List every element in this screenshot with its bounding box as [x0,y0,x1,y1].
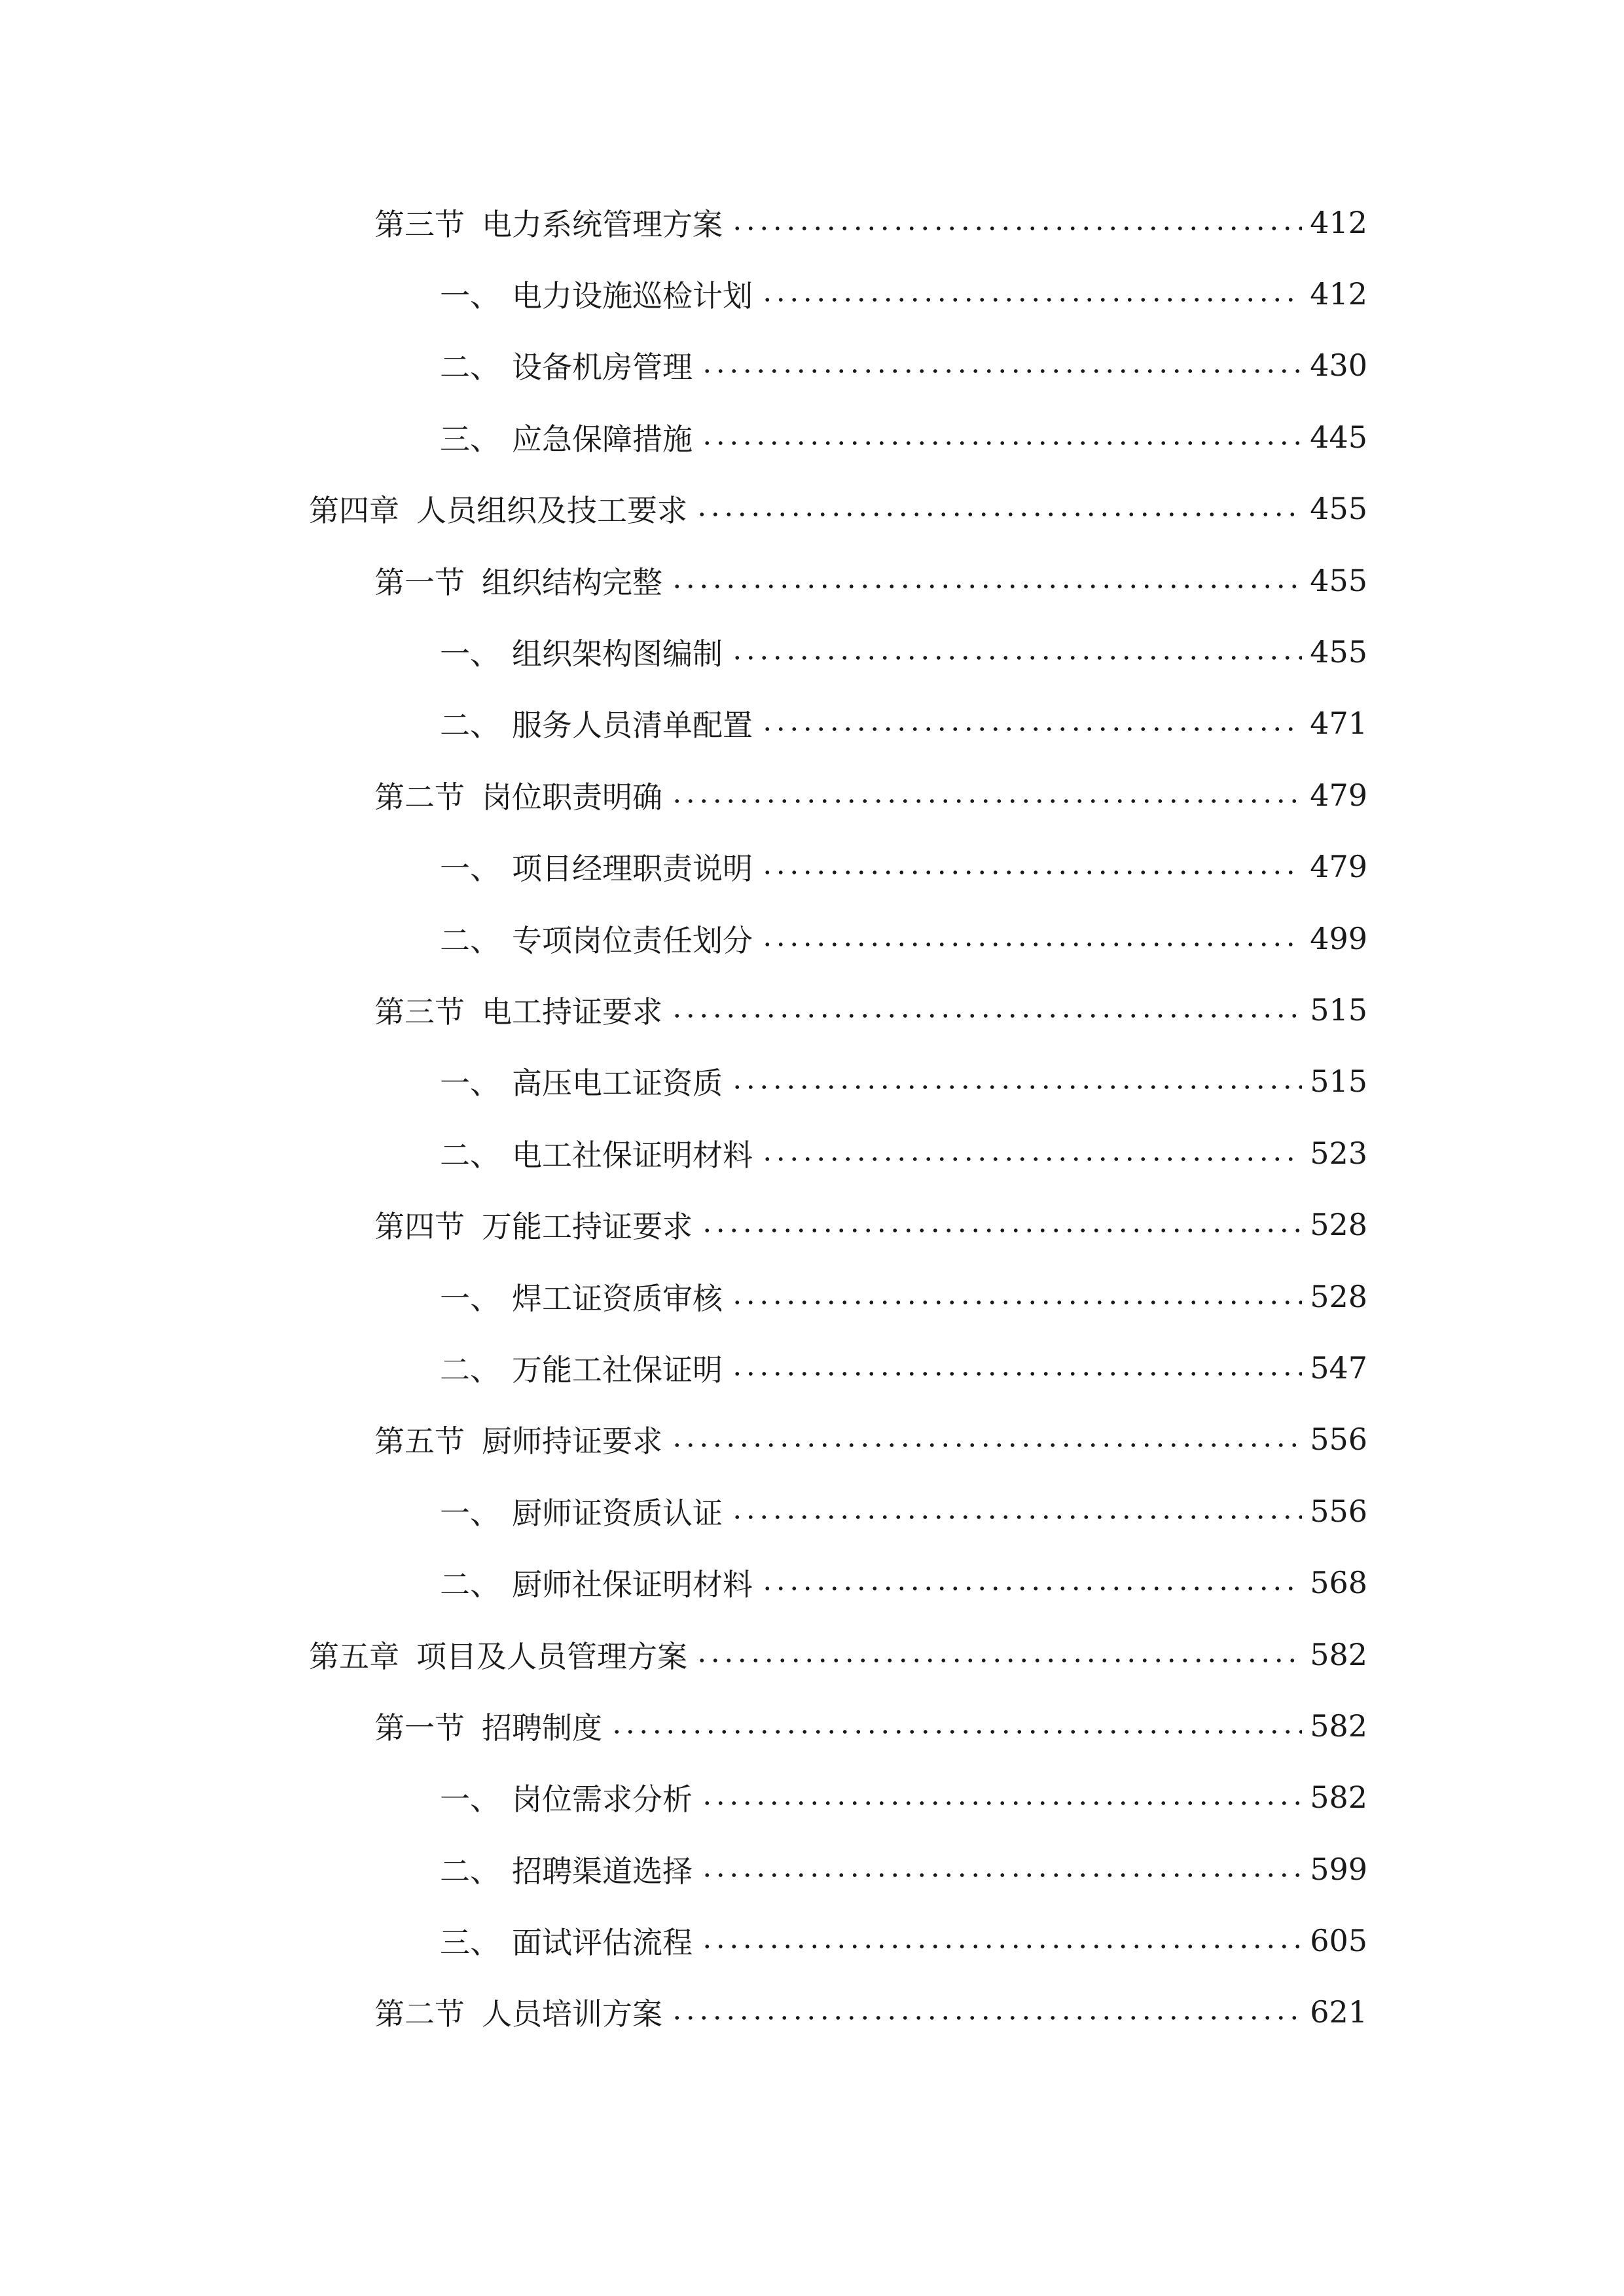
toc-page-number: 582 [1310,1780,1367,1816]
toc-entry-number: 第五节 [374,1424,465,1460]
dot-leader [700,1945,1302,1948]
toc-section-entry[interactable] [0,1404,1624,1475]
toc-page-number: 582 [1310,1708,1367,1744]
toc-entry-number: 一、 [440,1782,500,1818]
toc-entry-label [374,1203,693,1246]
toc-entry-number: 三、 [440,421,500,457]
toc-page-number: 471 [1310,706,1367,742]
toc-subsection-entry[interactable] [0,1475,1624,1547]
toc-page-number: 621 [1310,1994,1367,2030]
dot-leader [695,512,1302,516]
toc-page-number: 455 [1310,491,1367,527]
dot-leader [700,441,1302,445]
toc-subsection-entry[interactable] [0,1117,1624,1189]
toc-page-number: 605 [1310,1923,1367,1959]
toc-page-number: 455 [1310,634,1367,670]
toc-entry-label [440,1346,723,1390]
toc-entry-title: 万能工社保证明 [512,1352,723,1388]
toc-page-number: 412 [1310,204,1367,240]
toc-entry-number: 一、 [440,1066,500,1102]
toc-entry-title: 岗位职责明确 [482,779,662,815]
toc-section-entry[interactable] [0,545,1624,616]
toc-entry-label [440,1561,753,1604]
toc-page-number: 547 [1310,1350,1367,1386]
toc-entry-title: 设备机房管理 [512,350,693,386]
toc-entry-label [440,1776,693,1819]
toc-section-entry[interactable] [0,1189,1624,1260]
dot-leader [761,1587,1302,1590]
toc-entry-number: 一、 [440,636,500,672]
table-of-contents [0,187,1624,2048]
toc-entry-label [374,1704,602,1748]
toc-page-number: 515 [1310,992,1367,1028]
toc-entry-title: 面试评估流程 [512,1925,693,1961]
toc-entry-title: 招聘制度 [482,1710,602,1746]
toc-page-number: 599 [1310,1851,1367,1887]
toc-entry-number: 三、 [440,1925,500,1961]
toc-entry-title: 应急保障措施 [512,421,693,457]
toc-subsection-entry[interactable] [0,1833,1624,1905]
toc-page-number: 556 [1310,1422,1367,1458]
toc-entry-label [374,1990,662,2034]
toc-entry-title: 项目及人员管理方案 [416,1638,687,1674]
toc-subsection-entry[interactable] [0,1332,1624,1403]
dot-leader [610,1730,1302,1734]
toc-entry-title: 电工社保证明材料 [512,1137,753,1173]
toc-entry-label [440,272,753,315]
dot-leader [700,369,1302,373]
toc-entry-title: 项目经理职责说明 [512,851,753,887]
toc-entry-label [440,917,753,960]
toc-section-entry[interactable] [0,759,1624,831]
dot-leader [731,1085,1302,1089]
toc-entry-title: 招聘渠道选择 [512,1853,693,1889]
toc-subsection-entry[interactable] [0,258,1624,329]
toc-entry-title: 电工持证要求 [482,994,662,1030]
toc-entry-number: 第五章 [309,1638,399,1674]
toc-entry-number: 二、 [440,1567,500,1603]
dot-leader [731,1515,1302,1519]
toc-entry-label [374,774,662,817]
dot-leader [670,584,1302,588]
dot-leader [670,1014,1302,1018]
dot-leader [700,1801,1302,1805]
toc-page-number: 568 [1310,1565,1367,1601]
toc-entry-label [440,344,693,387]
toc-chapter-entry[interactable] [0,1619,1624,1690]
toc-entry-title: 电力设施巡检计划 [512,278,753,314]
toc-subsection-entry[interactable] [0,688,1624,759]
toc-entry-title: 万能工持证要求 [482,1209,693,1245]
toc-entry-label [374,559,662,602]
toc-page-number: 455 [1310,562,1367,598]
toc-entry-title: 焊工证资质审核 [512,1280,723,1316]
toc-page-number: 528 [1310,1207,1367,1243]
toc-entry-label [440,1132,753,1175]
toc-entry-title: 电力系统管理方案 [482,206,723,242]
toc-page-number: 412 [1310,276,1367,312]
toc-page-number: 445 [1310,419,1367,455]
toc-entry-number: 一、 [440,1495,500,1531]
toc-entry-label [440,630,723,673]
toc-subsection-entry[interactable] [0,903,1624,974]
toc-page-number: 515 [1310,1064,1367,1100]
toc-entry-title: 厨师社保证明材料 [512,1567,753,1603]
toc-entry-title: 人员培训方案 [482,1996,662,2032]
toc-page-number: 499 [1310,920,1367,956]
toc-entry-title: 专项岗位责任划分 [512,922,753,958]
dot-leader [761,298,1302,302]
toc-page-number: 556 [1310,1493,1367,1529]
dot-leader [670,2016,1302,2020]
toc-entry-number: 二、 [440,350,500,386]
toc-entry-title: 组织架构图编制 [512,636,723,672]
dot-leader [731,1300,1302,1304]
toc-entry-title: 厨师持证要求 [482,1424,662,1460]
toc-subsection-entry[interactable] [0,330,1624,401]
dot-leader [695,1659,1302,1662]
toc-entry-label [374,201,723,244]
toc-subsection-entry[interactable] [0,616,1624,687]
toc-page-number: 528 [1310,1278,1367,1314]
toc-entry-number: 第一节 [374,564,465,600]
toc-entry-number: 二、 [440,1853,500,1889]
toc-chapter-entry[interactable] [0,473,1624,545]
toc-entry-label [440,1848,693,1891]
toc-entry-title: 组织结构完整 [482,564,662,600]
toc-entry-label [440,845,753,888]
toc-section-entry[interactable] [0,187,1624,258]
toc-entry-number: 二、 [440,1137,500,1173]
toc-entry-label [374,988,662,1031]
toc-section-entry[interactable] [0,974,1624,1045]
toc-subsection-entry[interactable] [0,1905,1624,1976]
toc-entry-number: 二、 [440,708,500,744]
toc-entry-number: 第二节 [374,1996,465,2032]
toc-entry-label [440,1490,723,1533]
toc-entry-label [440,1275,723,1318]
toc-page-number: 582 [1310,1636,1367,1672]
toc-entry-title: 高压电工证资质 [512,1066,723,1102]
toc-entry-title: 人员组织及技工要求 [416,493,687,529]
dot-leader [700,1229,1302,1232]
dot-leader [761,1157,1302,1161]
toc-entry-number: 二、 [440,922,500,958]
toc-entry-label [440,416,693,459]
toc-subsection-entry[interactable] [0,1547,1624,1618]
toc-entry-title: 服务人员清单配置 [512,708,753,744]
toc-entry-number: 一、 [440,851,500,887]
toc-entry-number: 第三节 [374,206,465,242]
toc-entry-label [309,1633,687,1676]
toc-page-number: 523 [1310,1135,1367,1171]
toc-entry-label [440,1060,723,1103]
dot-leader [670,799,1302,803]
dot-leader [761,727,1302,731]
toc-section-entry[interactable] [0,1690,1624,1761]
toc-entry-number: 第四节 [374,1209,465,1245]
toc-entry-number: 一、 [440,278,500,314]
toc-entry-label [309,487,687,530]
toc-entry-number: 一、 [440,1280,500,1316]
toc-entry-number: 第二节 [374,779,465,815]
toc-entry-number: 第一节 [374,1710,465,1746]
toc-entry-label [440,1919,693,1962]
toc-entry-label [374,1418,662,1461]
dot-leader [761,942,1302,946]
toc-entry-number: 第四章 [309,493,399,529]
toc-subsection-entry[interactable] [0,1046,1624,1117]
toc-entry-title: 厨师证资质认证 [512,1495,723,1531]
dot-leader [761,870,1302,874]
dot-leader [700,1873,1302,1877]
dot-leader [731,656,1302,660]
toc-subsection-entry[interactable] [0,1261,1624,1332]
toc-page-number: 430 [1310,348,1367,384]
dot-leader [670,1443,1302,1447]
toc-subsection-entry[interactable] [0,831,1624,903]
toc-entry-number: 二、 [440,1352,500,1388]
toc-page-number: 479 [1310,777,1367,813]
dot-leader [731,1372,1302,1376]
toc-subsection-entry[interactable] [0,1762,1624,1833]
toc-entry-number: 第三节 [374,994,465,1030]
toc-subsection-entry[interactable] [0,401,1624,473]
dot-leader [731,226,1302,230]
toc-page-number: 479 [1310,849,1367,885]
toc-entry-label [440,702,753,745]
toc-entry-title: 岗位需求分析 [512,1782,693,1818]
toc-section-entry[interactable] [0,1977,1624,2048]
